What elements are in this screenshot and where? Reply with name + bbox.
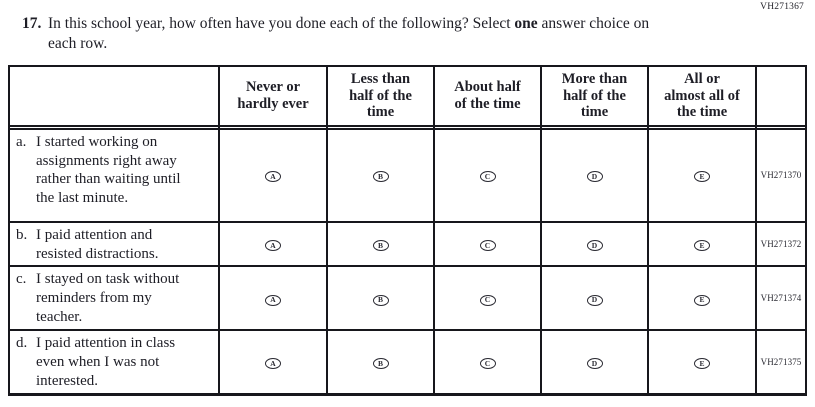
header-line: hardly ever bbox=[237, 95, 309, 112]
option-bubble-a[interactable] bbox=[265, 295, 281, 306]
option-letter: A bbox=[270, 241, 276, 251]
table-row-c bbox=[9, 266, 806, 330]
option-letter: A bbox=[270, 172, 276, 182]
row-statement: I paid attention in class even when I was not interested. bbox=[36, 335, 176, 389]
option-letter: C bbox=[484, 295, 491, 305]
option-letter: D bbox=[591, 295, 598, 305]
option-cell bbox=[434, 330, 541, 394]
row-statement: I stayed on task without reminders from my teacher. bbox=[36, 271, 180, 326]
option-letter: B bbox=[377, 241, 383, 251]
option-letter: B bbox=[377, 359, 383, 369]
option-bubble-e[interactable] bbox=[694, 171, 710, 182]
option-bubble-d[interactable] bbox=[587, 358, 603, 369]
option-bubble-c[interactable] bbox=[480, 295, 496, 306]
answer-grid bbox=[8, 65, 807, 396]
option-cell bbox=[541, 129, 648, 222]
option-letter: E bbox=[699, 359, 705, 369]
option-letter: B bbox=[377, 172, 383, 182]
header-line: Never or bbox=[245, 79, 301, 96]
option-cell bbox=[327, 330, 434, 394]
table-row-b bbox=[9, 222, 806, 267]
option-letter: D bbox=[591, 241, 598, 251]
option-letter: C bbox=[484, 172, 491, 182]
column-header-about-half bbox=[434, 66, 541, 126]
header-line: About half bbox=[454, 79, 521, 96]
option-cell bbox=[434, 222, 541, 267]
option-bubble-a[interactable] bbox=[265, 171, 281, 182]
header-blank-cell bbox=[9, 66, 219, 126]
option-letter: E bbox=[699, 172, 705, 182]
header-line: More than bbox=[561, 71, 628, 88]
question-text-start: In this school year, how often have you done each of the following? Select bbox=[48, 15, 515, 32]
header-line: Less than bbox=[350, 71, 411, 88]
header-line: All or bbox=[684, 71, 720, 88]
question-text bbox=[48, 14, 666, 54]
row-code: VH271372 bbox=[756, 222, 806, 267]
question-number: 17. bbox=[22, 15, 42, 32]
question-block bbox=[22, 14, 815, 54]
option-bubble-e[interactable] bbox=[694, 358, 710, 369]
option-cell bbox=[219, 222, 327, 267]
header-row bbox=[9, 66, 806, 126]
header-line: half of the bbox=[349, 87, 412, 104]
row-letter: c. bbox=[16, 271, 27, 288]
option-cell bbox=[648, 222, 756, 267]
column-header-all-or-almost-all bbox=[648, 66, 756, 126]
header-code-blank-cell bbox=[756, 66, 806, 126]
option-cell bbox=[219, 330, 327, 394]
option-bubble-b[interactable] bbox=[373, 295, 389, 306]
option-cell bbox=[327, 222, 434, 267]
option-bubble-e[interactable] bbox=[694, 240, 710, 251]
header-line: the time bbox=[676, 103, 728, 120]
option-letter: A bbox=[270, 359, 276, 369]
option-bubble-d[interactable] bbox=[587, 240, 603, 251]
row-statement: I paid attention and resisted distractions. bbox=[36, 226, 159, 262]
option-letter: D bbox=[591, 359, 598, 369]
question-text-end: answer choice on each row. bbox=[48, 15, 650, 52]
table-row-a bbox=[9, 129, 806, 222]
option-bubble-c[interactable] bbox=[480, 171, 496, 182]
option-cell bbox=[541, 330, 648, 394]
row-letter: d. bbox=[16, 335, 28, 352]
option-bubble-b[interactable] bbox=[373, 171, 389, 182]
column-header-more-than-half bbox=[541, 66, 648, 126]
row-letter: b. bbox=[16, 226, 28, 243]
row-letter: a. bbox=[16, 133, 27, 150]
row-statement: I started working on assignments right away rather than waiting until the last minute. bbox=[36, 133, 181, 207]
option-cell bbox=[327, 266, 434, 330]
option-cell bbox=[541, 222, 648, 267]
row-code: VH271375 bbox=[756, 330, 806, 394]
option-letter: D bbox=[591, 172, 598, 182]
statement-cell bbox=[9, 266, 219, 330]
header-line: time bbox=[366, 103, 395, 120]
option-letter: C bbox=[484, 241, 491, 251]
table-row-d bbox=[9, 330, 806, 394]
option-letter: E bbox=[699, 295, 705, 305]
row-code: VH271370 bbox=[756, 129, 806, 222]
option-bubble-b[interactable] bbox=[373, 358, 389, 369]
header-line: half of the bbox=[563, 87, 626, 104]
option-bubble-d[interactable] bbox=[587, 171, 603, 182]
option-cell bbox=[648, 129, 756, 222]
option-cell bbox=[648, 266, 756, 330]
option-bubble-b[interactable] bbox=[373, 240, 389, 251]
option-bubble-c[interactable] bbox=[480, 240, 496, 251]
page-accession-code: VH271367 bbox=[760, 2, 804, 12]
column-header-never bbox=[219, 66, 327, 126]
option-cell bbox=[327, 129, 434, 222]
statement-cell bbox=[9, 222, 219, 267]
option-cell bbox=[434, 129, 541, 222]
option-cell bbox=[434, 266, 541, 330]
header-line: of the time bbox=[454, 95, 521, 112]
option-letter: C bbox=[484, 359, 491, 369]
option-bubble-d[interactable] bbox=[587, 295, 603, 306]
header-line: almost all of bbox=[664, 87, 740, 104]
option-bubble-e[interactable] bbox=[694, 295, 710, 306]
option-letter: A bbox=[270, 295, 276, 305]
question-bold-word: one bbox=[514, 15, 538, 32]
option-letter: E bbox=[699, 241, 705, 251]
option-cell bbox=[219, 266, 327, 330]
statement-cell bbox=[9, 330, 219, 394]
option-cell bbox=[648, 330, 756, 394]
column-header-less-than-half bbox=[327, 66, 434, 126]
statement-cell bbox=[9, 129, 219, 222]
option-cell bbox=[219, 129, 327, 222]
option-cell bbox=[541, 266, 648, 330]
option-bubble-c[interactable] bbox=[480, 358, 496, 369]
option-bubble-a[interactable] bbox=[265, 240, 281, 251]
header-line: time bbox=[580, 103, 609, 120]
option-letter: B bbox=[377, 295, 383, 305]
option-bubble-a[interactable] bbox=[265, 358, 281, 369]
row-code: VH271374 bbox=[756, 266, 806, 330]
